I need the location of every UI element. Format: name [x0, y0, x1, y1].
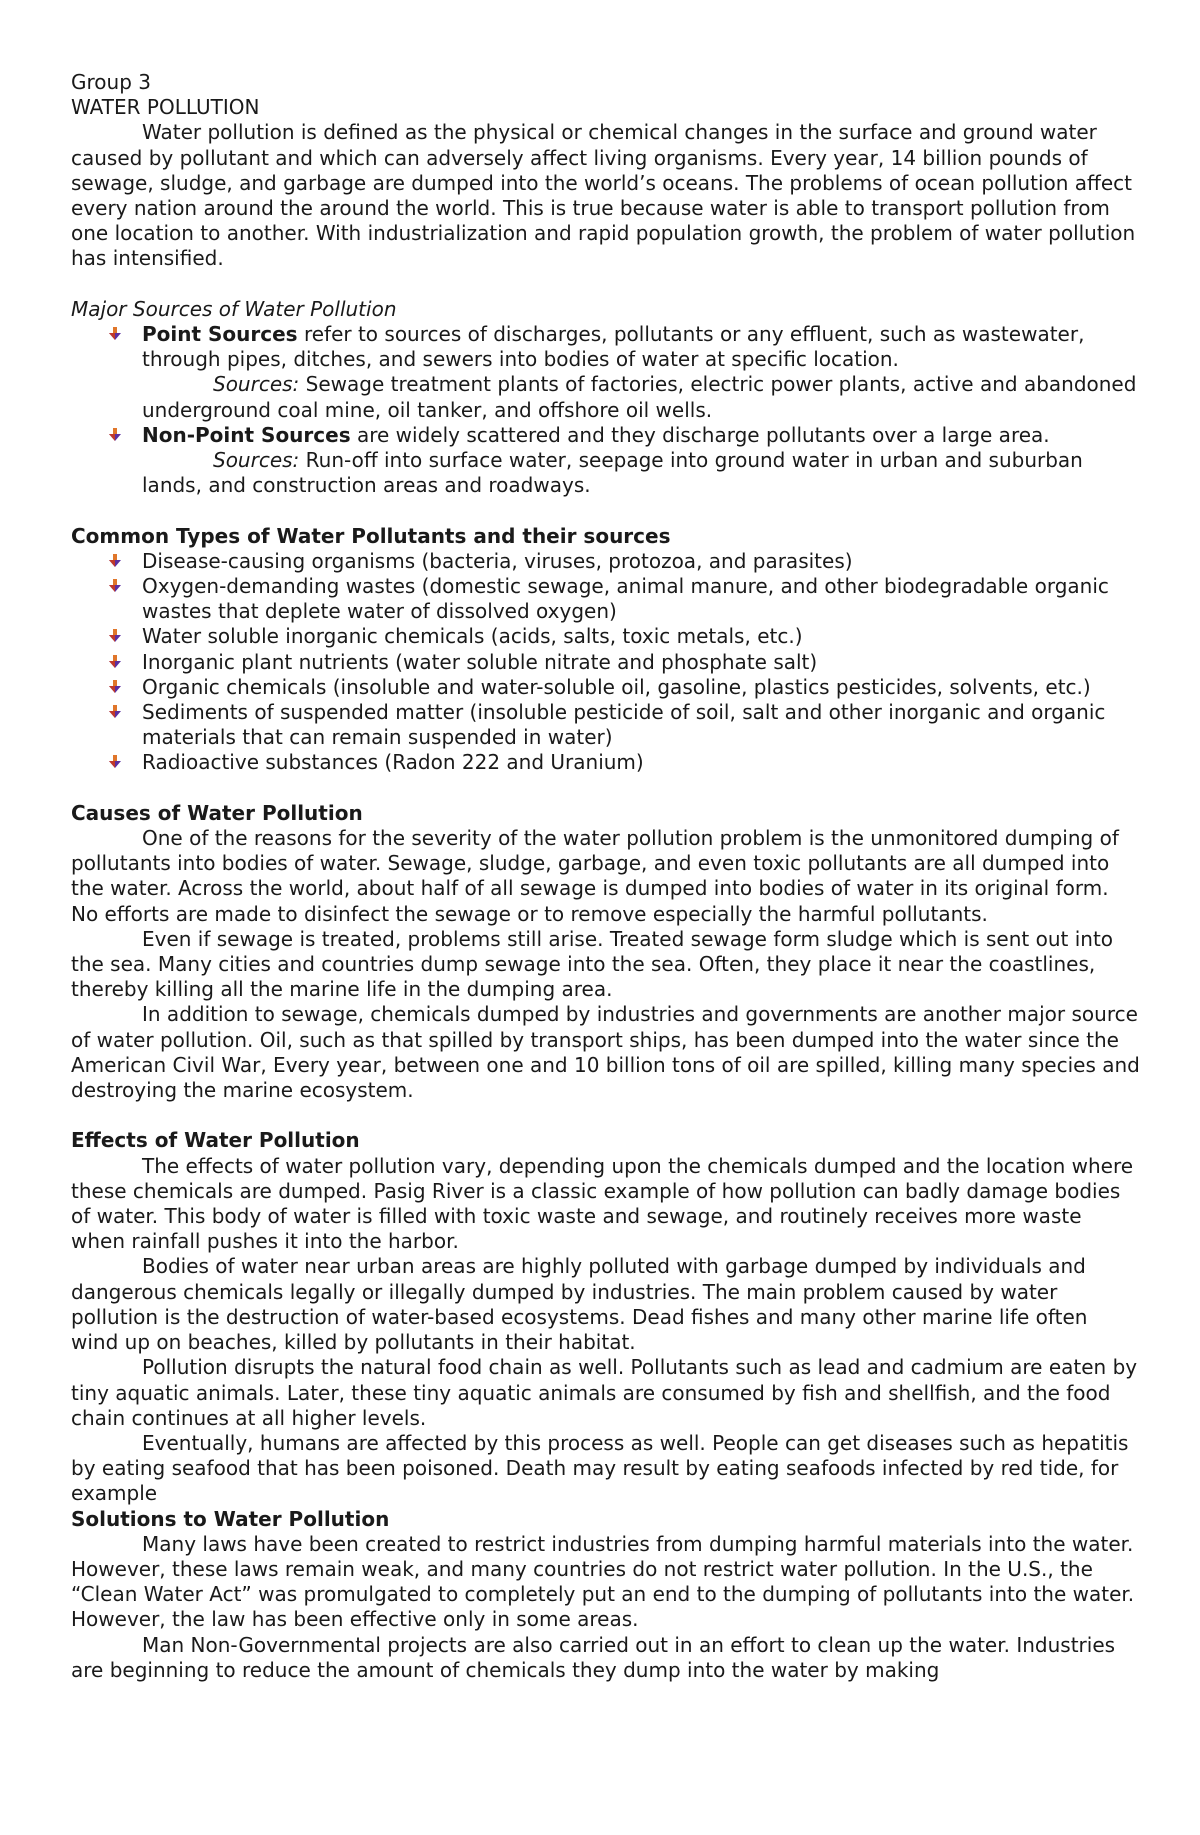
list-item-text: Organic chemicals (insoluble and water-soluble oil, gasoline, plastics pesticides, solvents, etc.) [142, 674, 1091, 699]
solutions-heading: Solutions to Water Pollution [71, 1506, 390, 1531]
point-sources-examples [142, 372, 1140, 422]
list-item-text: Disease-causing organisms (bacteria, viruses, protozoa, and parasites) [142, 548, 853, 573]
list-item [71, 624, 1140, 649]
list-item-text: Water soluble inorganic chemicals (acids, salts, toxic metals, etc.) [142, 624, 803, 649]
arrow-down-bullet-icon [107, 704, 123, 720]
group-label: Group 3 [71, 70, 151, 94]
list-item-nonpoint-sources [71, 423, 1140, 499]
spacer [71, 272, 1140, 297]
point-sources-text: refer to sources of discharges, pollutants or any effluent, such as wastewater, through pipes, ditches, and sewers into bodies of water at specific location. [142, 322, 1085, 372]
nonpoint-sources-examples [142, 448, 1140, 498]
list-item [71, 700, 1140, 750]
effects-heading: Effects of Water Pollution [71, 1128, 360, 1153]
sources-heading: Major Sources of Water Pollution [71, 296, 397, 321]
list-item [71, 574, 1140, 624]
nonpoint-sources-label: Sources: [213, 448, 300, 473]
list-item-text: Oxygen-demanding wastes (domestic sewage, animal manure, and other biodegradable organic wastes that deplete water of dissolved oxygen) [142, 574, 1109, 624]
point-sources-label: Sources: [213, 372, 300, 397]
nonpoint-sources-examples-text: Run-off into surface water, seepage into ground water in urban and suburban lands, and construction areas and roadways. [142, 448, 1083, 498]
causes-heading: Causes of Water Pollution [71, 800, 363, 825]
types-heading: Common Types of Water Pollutants and their sources [71, 523, 671, 548]
document-title: WATER POLLUTION [71, 95, 260, 120]
solutions-paragraph: Man Non-Governmental projects are also carried out in an effort to clean up the water. Industries are beginning to reduce the amount of chemicals they dump into the water by making [71, 1632, 1116, 1682]
arrow-down-bullet-icon [107, 326, 123, 342]
spacer [71, 1103, 1140, 1128]
arrow-down-bullet-icon [107, 754, 123, 770]
point-sources-examples-text: Sewage treatment plants of factories, electric power plants, active and abandoned underground coal mine, oil tanker, and offshore oil wells. [142, 372, 1137, 422]
effects-paragraph: The effects of water pollution vary, depending upon the chemicals dumped and the location where these chemicals are dumped. Pasig River is a classic example of how pollution can badly damage bodies of water. This body of water is filled with toxic waste and sewage, and routinely receives more waste when rainfall pushes it into the harbor. [71, 1153, 1134, 1254]
spacer [71, 776, 1140, 801]
list-item-text: Radioactive substances (Radon 222 and Uranium) [142, 750, 644, 775]
pollutant-types-list [71, 549, 1140, 776]
effects-paragraph: Pollution disrupts the natural food chain as well. Pollutants such as lead and cadmium are eaten by tiny aquatic animals. Later, these tiny aquatic animals are consumed by fish and shellfish, and the food chain continues at all higher levels. [71, 1355, 1138, 1430]
sources-list [71, 322, 1140, 498]
causes-paragraph: Even if sewage is treated, problems still arise. Treated sewage form sludge which is sent out into the sea. Many cities and countries dump sewage into the sea. Often, they place it near the coastlines, thereby killing all the marine life in the dumping area. [71, 926, 1114, 1002]
arrow-down-bullet-icon [107, 553, 123, 569]
causes-paragraph: In addition to sewage, chemicals dumped by industries and governments are another major source of water pollution. Oil, such as that spilled by transport ships, has been dumped into the water since the American Civil War, Every year, between one and 10 billion tons of oil are spilled, killing many species and destroying the marine ecosystem. [71, 1002, 1140, 1103]
effects-paragraph: Eventually, humans are affected by this process as well. People can get diseases such as hepatitis by eating seafood that has been poisoned. Death may result by eating seafoods infected by red tide, for example [71, 1430, 1129, 1506]
arrow-down-bullet-icon [107, 628, 123, 644]
list-item-text: Sediments of suspended matter (insoluble pesticide of soil, salt and other inorganic and organic materials that can remain suspended in water) [142, 700, 1106, 750]
solutions-paragraph: Many laws have been created to restrict industries from dumping harmful materials into the water. However, these laws remain weak, and many countries do not restrict water pollution. In the U.S., the “Clean Water Act” was promulgated to completely put an end to the dumping of pollutants into the water. However, the law has been effective only in some areas. [71, 1531, 1135, 1632]
list-item [71, 549, 1140, 574]
spacer [71, 498, 1140, 523]
arrow-down-bullet-icon [107, 679, 123, 695]
list-item-point-sources [71, 322, 1140, 423]
arrow-down-bullet-icon [107, 654, 123, 670]
causes-paragraph: One of the reasons for the severity of the water pollution problem is the unmonitored dumping of pollutants into bodies of water. Sewage, sludge, garbage, and even toxic pollutants are all dumped into the water. Across the world, about half of all sewage is dumped into bodies of water in its original form. No efforts are made to disinfect the sewage or to remove especially the harmful pollutants. [71, 826, 1119, 926]
list-item [71, 650, 1140, 675]
intro-paragraph: Water pollution is defined as the physical or chemical changes in the surface and ground water caused by pollutant and which can adversely affect living organisms. Every year, 14 billion pounds of sewage, sludge, and garbage are dumped into the world’s oceans. The problems of ocean pollution affect every nation around the around the world. This is true because water is able to transport pollution from one location to another. With industrialization and rapid population growth, the problem of water pollution has intensified. [71, 120, 1136, 271]
list-item [71, 675, 1140, 700]
point-sources-term: Point Sources [142, 322, 298, 347]
nonpoint-sources-term: Non-Point Sources [142, 422, 351, 447]
nonpoint-sources-text: are widely scattered and they discharge pollutants over a large area. [350, 422, 1050, 447]
effects-paragraph: Bodies of water near urban areas are highly polluted with garbage dumped by individuals and dangerous chemicals legally or illegally dumped by industries. The main problem caused by water pollution is the destruction of water-based ecosystems. Dead fishes and many other marine life often wind up on beaches, killed by pollutants in their habitat. [71, 1254, 1088, 1355]
list-item-text: Inorganic plant nutrients (water soluble nitrate and phosphate salt) [142, 649, 818, 674]
arrow-down-bullet-icon [107, 578, 123, 594]
list-item [71, 750, 1140, 775]
arrow-down-bullet-icon [107, 427, 123, 443]
